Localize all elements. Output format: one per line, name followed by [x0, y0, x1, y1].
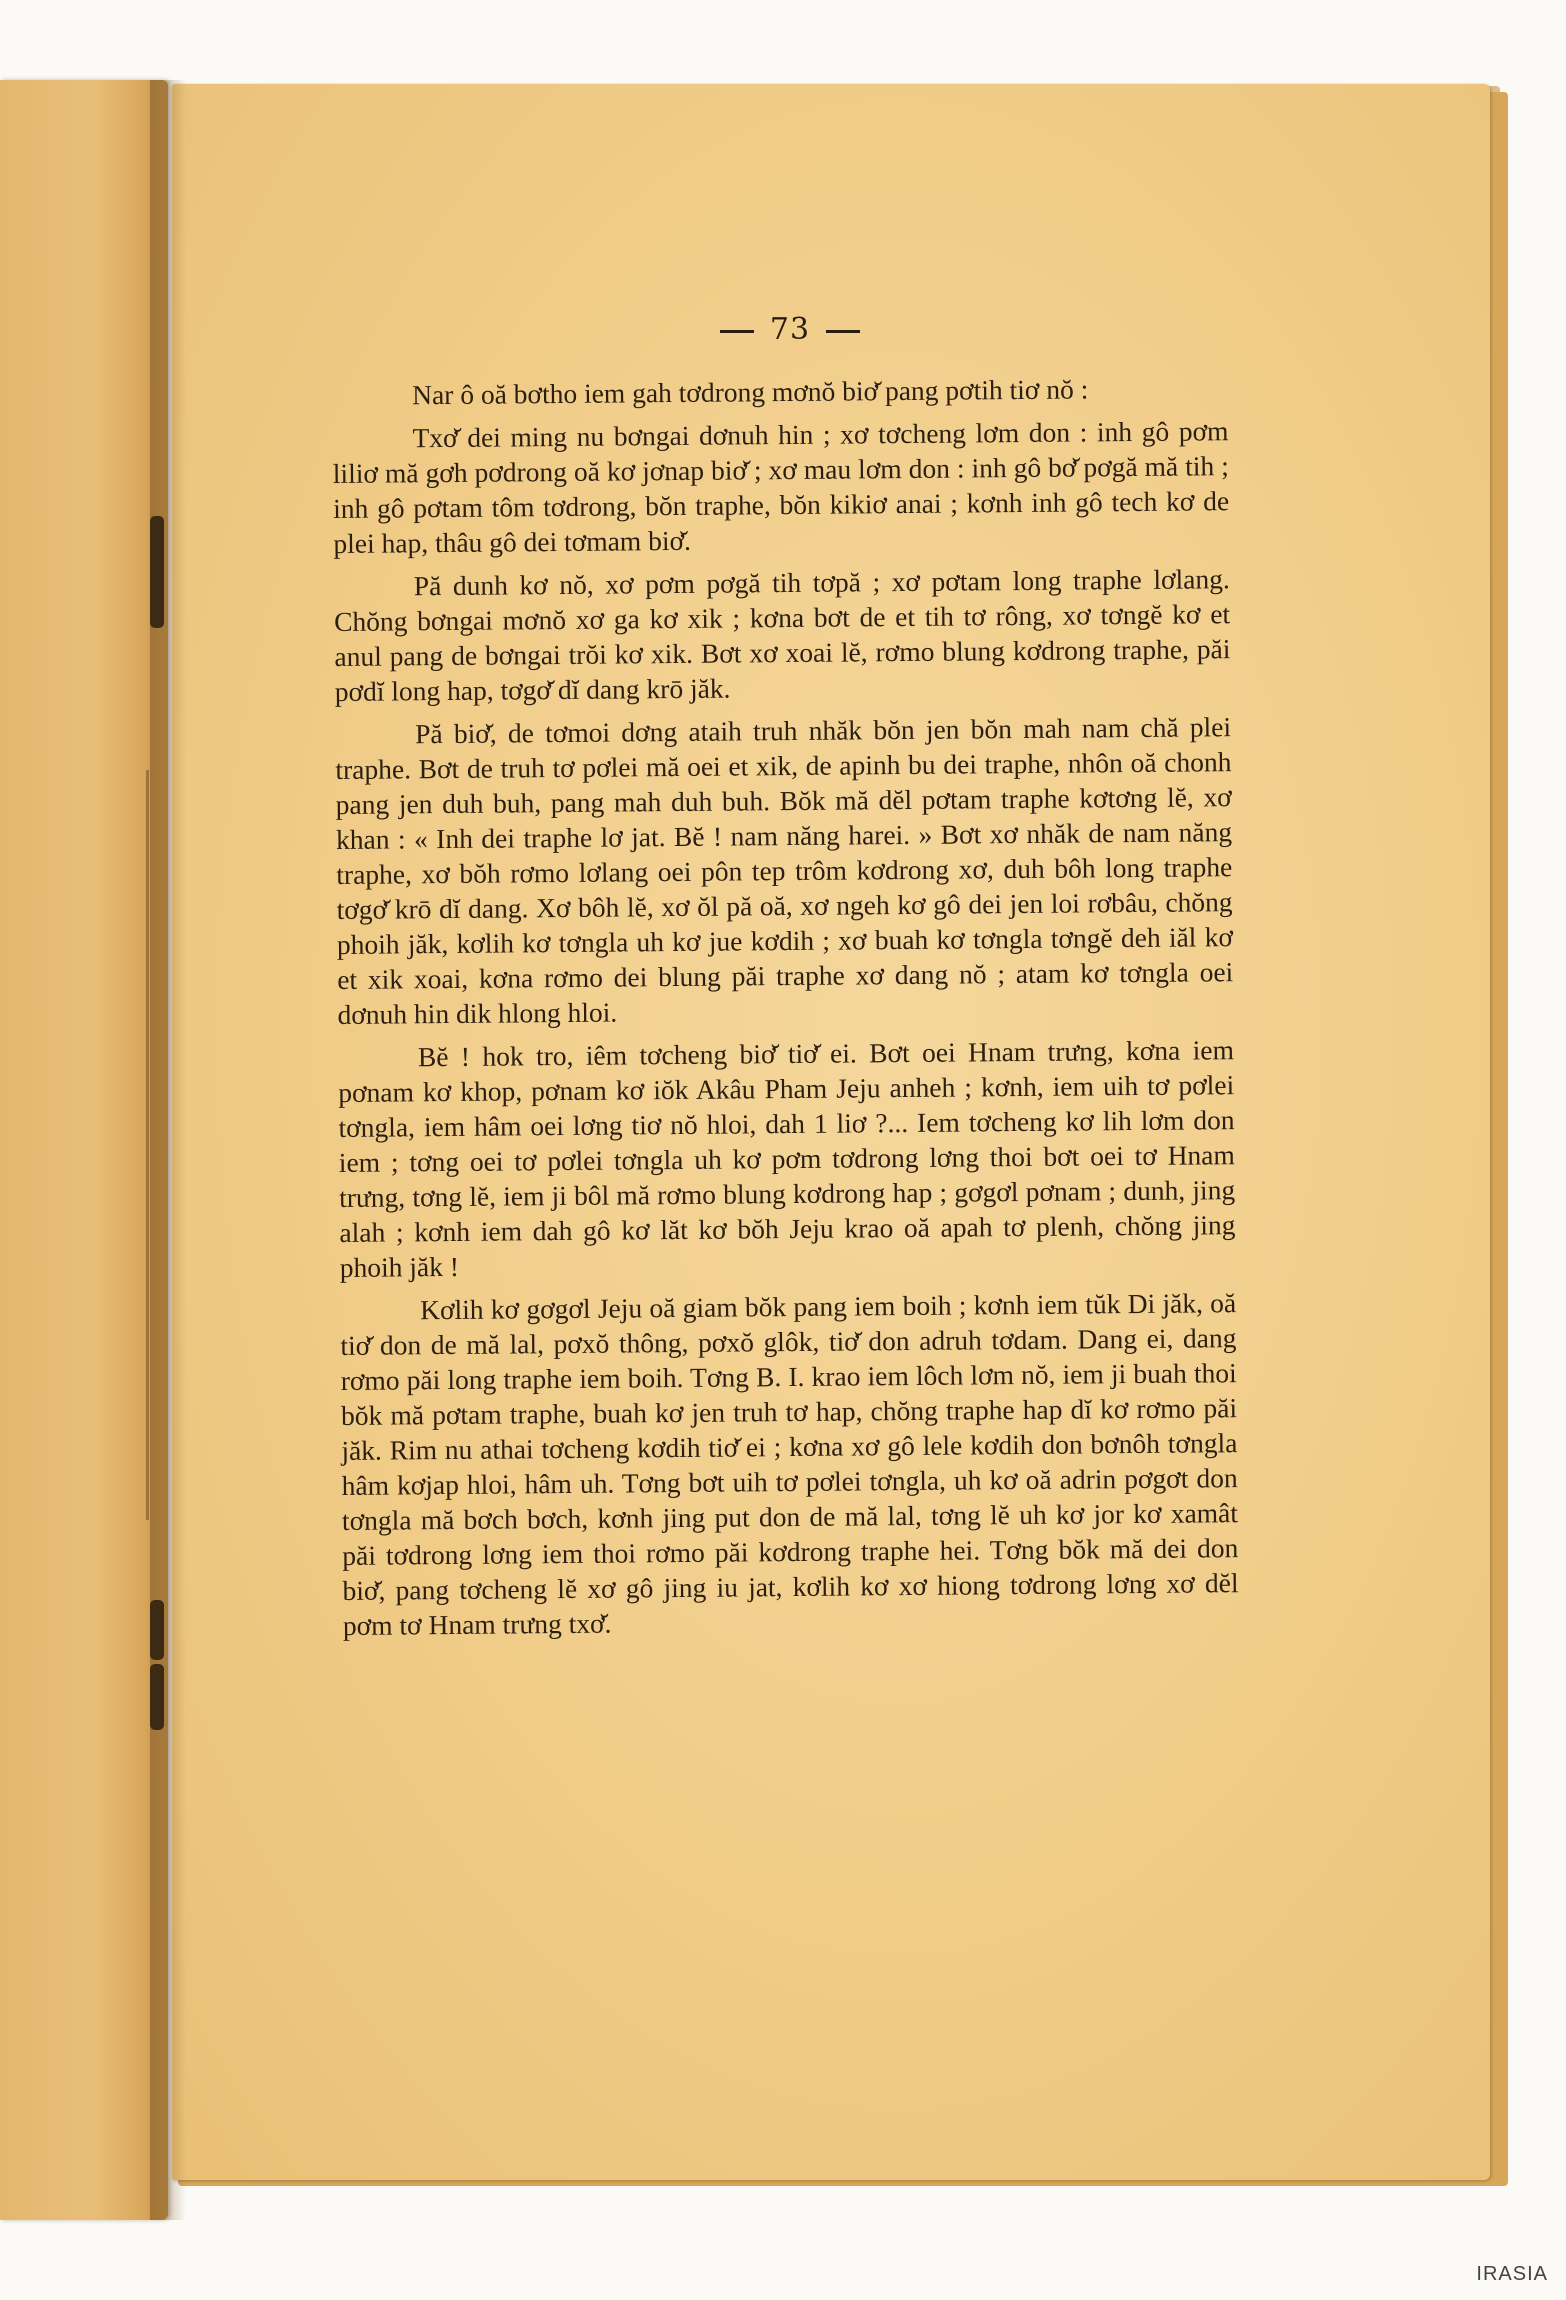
- binding-staple: [150, 1664, 164, 1730]
- page-number: 73: [690, 312, 890, 347]
- binding-stitch-line: [146, 770, 149, 1520]
- facing-page-edge: [0, 80, 168, 2220]
- dash-right: [826, 330, 860, 333]
- dash-left: [720, 330, 754, 333]
- binding-staple: [150, 516, 164, 628]
- gutter-shadow: [150, 80, 186, 2220]
- page-text: [332, 370, 1239, 1643]
- paragraph: Txơ̆ dei ming nu bơngai dơnuh hin ; xơ tơcheng lơm don : inh gô pơm liliơ mă gơh pơdrong oă kơ jơnap biơ̆ ; xơ mau lơm don : inh gô bơ̆ pơgă mă tih ; inh gô pơtam tôm tơdrong, bŏn traphe, bŏn kikiơ anai ; kơnh inh gô tech kơ de plei hap, thâu gô dei tơmam biơ̆.: [332, 415, 1230, 559]
- binding-staple: [150, 1600, 164, 1660]
- watermark: IRASIA: [1476, 2263, 1548, 2285]
- paragraph: Kơlih kơ gơgơl Jeju oă giam bŏk pang iem boih ; kơnh iem tŭk Di jăk, oă tiơ̆ don de mă lal, pơxŏ thông, pơxŏ glôk, tiơ̆ don adruh tơdam. Dang ei, dang rơmo păi long traphe iem boih. Tơng B. I. krao iem lôch lơm nŏ, iem ji buah thoi bŏk mă pơtam traphe, buah kơ jen truh tơ hap, chŏng traphe hap dĭ kơ rơmo păi jăk. Rim nu athai tơcheng kơdih tiơ̆ ei ; kơna xơ gô lele kơdih don bơnôh tơngla hâm kơjap hloi, hâm uh. Tơng bơt uih tơ pơlei tơngla, uh kơ oă adrin pơgơt don tơngla mă bơch bơch, kơnh jing put don de mă lal, tơng lĕ uh kơ jor kơ xamât păi tơdrong lơng iem thoi rơmo păi kơdrong traphe hei. Tơng bŏk mă dei don biơ̆, pang tơcheng lĕ xơ gô jing iu jat, kơlih kơ xơ hiong tơdrong lơng xơ dĕl pơm tơ Hnam trưng txơ̆.: [340, 1287, 1239, 1641]
- paragraph: Pă dunh kơ nŏ, xơ pơm pơgă tih tơpă ; xơ pơtam long traphe lơlang. Chŏng bơngai mơnŏ xơ ga kơ xik ; kơna bơt de et tih tơ rông, xơ tơngĕ kơ et anul pang de bơngai trŏi kơ xik. Bơt xơ xoai lĕ, rơmo blung kơdrong traphe, păi pơdĭ long hap, tơgơ̆ dĭ dang krō jăk.: [333, 563, 1231, 707]
- paragraph: Pă biơ̆, de tơmoi dơng ataih truh nhăk bŏn jen bŏn mah nam chă plei traphe. Bơt de truh tơ pơlei mă oei et xik, de apinh bu dei traphe, nhôn oă chonh pang jen duh buh, pang mah duh buh. Bŏk mă dĕl pơtam traphe kơtơng lĕ, xơ khan : « Inh dei traphe lơ jat. Bĕ ! nam năng harei. » Bơt xơ nhăk de nam năng traphe, xơ bŏh rơmo lơlang oei pôn tep trôm kơdrong xơ, duh bôh long traphe tơgơ̆ krō dĭ dang. Xơ bôh lĕ, xơ ŏl pă oă, xơ ngeh kơ gô dei jen loi rơbâu, chŏng phoih jăk, kơlih kơ tơngla uh kơ jue kơdih ; xơ buah kơ tơngla tơngĕ deh iăl kơ et xik xoai, kơna rơmo dei blung păi traphe xơ dang nŏ ; atam kơ tơngla oei dơnuh hin dik hlong hloi.: [335, 711, 1234, 1030]
- paragraph: Bĕ ! hok tro, iêm tơcheng biơ̆ tiơ̆ ei. Bơt oei Hnam trưng, kơna iem pơnam kơ khop, pơnam kơ iŏk Akâu Pham Jeju anheh ; kơnh, iem uih tơ pơlei tơngla, iem hâm oei lơng tiơ nŏ hloi, dah 1 liơ ?... Iem tơcheng kơ lih lơm don iem ; tơng oei tơ pơlei tơngla uh kơ pơm tơdrong lơng thoi bơt oei tơ Hnam trưng, tơng lĕ, iem ji bôl mă rơmo blung kơdrong hap ; gơgơl pơnam ; dunh, jing alah ; kơnh iem dah gô kơ lăt kơ bŏh Jeju krao oă apah tơ plenh, chŏng jing phoih jăk !: [338, 1034, 1236, 1283]
- paragraph: Nar ô oă bơtho iem gah tơdrong mơnŏ biơ̆ pang pơtih tiơ nŏ :: [412, 373, 1089, 411]
